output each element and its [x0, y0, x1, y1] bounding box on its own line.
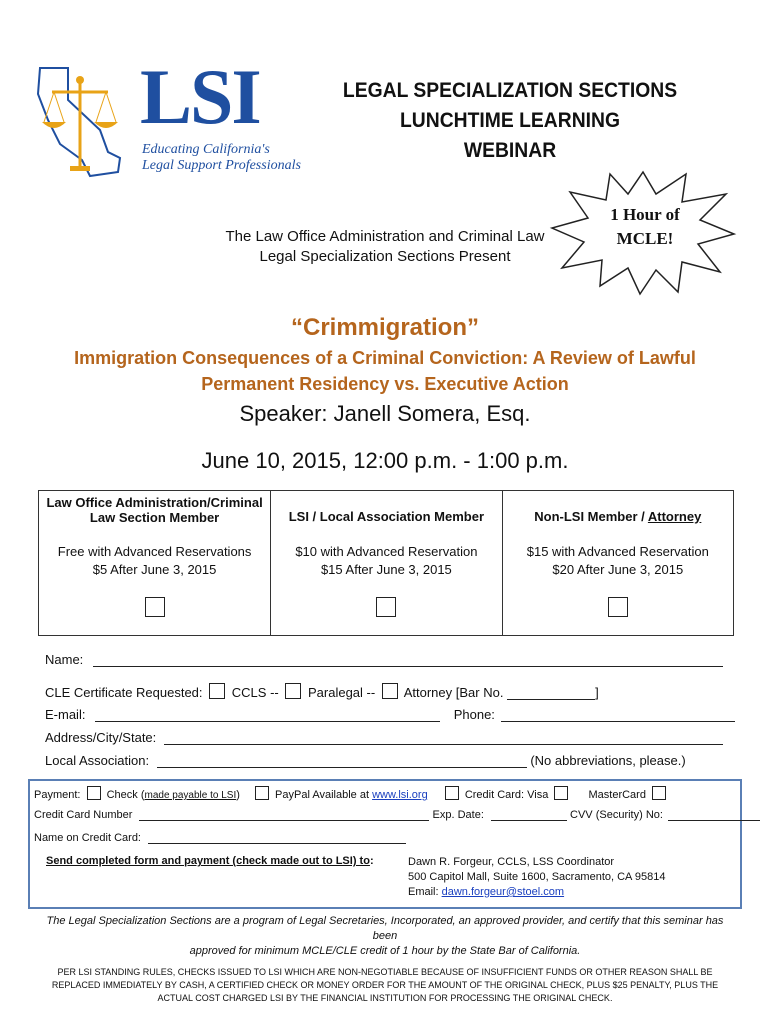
speaker: Speaker: Janell Somera, Esq.: [239, 401, 531, 426]
visa-checkbox[interactable]: [445, 786, 459, 800]
payment-row: Payment: Check (made payable to LSI) PayPal Available at www.lsi.org Credit Card: Visa MasterCard: [34, 786, 669, 801]
event-title: “Crimmigration”: [290, 314, 479, 341]
fee-price: $15 with Advanced Reservation $20 After June 3, 2015: [526, 544, 709, 577]
header-line-3: WEBINAR: [463, 139, 557, 162]
address-field[interactable]: [164, 744, 723, 745]
mastercard-checkbox[interactable]: [652, 786, 666, 800]
header-line-1: LEGAL SPECIALIZATION SECTIONS: [342, 79, 678, 102]
member-checkbox[interactable]: [145, 597, 165, 617]
name-on-card-row: [34, 832, 406, 844]
card-number-row: [34, 809, 760, 821]
fee-column: [39, 491, 271, 636]
local-association-row: [45, 753, 686, 768]
event-date: June 10, 2015, 12:00 p.m. - 1:00 p.m.: [201, 448, 569, 473]
fee-column: [271, 491, 502, 636]
visa-box[interactable]: [554, 786, 568, 800]
ccls-checkbox[interactable]: [209, 683, 225, 699]
email-label: E-mail:: [45, 707, 86, 722]
disclaimer: The Legal Specialization Sections are a program of Legal Secretaries, Incorporated, an approved provider, and certify that this seminar has been approved for minimum MCLE/CLE credit of 1 hour by the State Bar of California.: [46, 915, 724, 957]
event-subtitle-1: Immigration Consequences of a Criminal Conviction: A Review of Lawful: [74, 348, 696, 368]
check-checkbox[interactable]: [87, 786, 101, 800]
cvv-label: CVV (Security) No:: [570, 809, 663, 821]
attorney-label: Attorney [Bar No.: [403, 685, 504, 700]
fee-column: [502, 491, 733, 636]
email-phone-row: [45, 707, 735, 722]
name-label: Name:: [45, 652, 84, 667]
presenters-line-1: The Law Office Administration and Criminal Law: [225, 228, 545, 245]
fee-price: Free with Advanced Reservations $5 After June 3, 2015: [57, 544, 252, 577]
payment-label: Payment:: [34, 789, 81, 801]
name-on-card-field[interactable]: [148, 843, 406, 844]
email-field[interactable]: [95, 721, 440, 722]
exp-label: Exp. Date:: [432, 809, 484, 821]
fee-price: $10 with Advanced Reservation $15 After June 3, 2015: [295, 544, 478, 577]
ccls-label: CCLS --: [231, 685, 279, 700]
attorney-checkbox[interactable]: [382, 683, 398, 699]
card-number-field[interactable]: [139, 820, 429, 821]
name-on-card-label: Name on Credit Card:: [34, 832, 141, 844]
exp-date-field[interactable]: [491, 820, 567, 821]
address-label: Address/City/State:: [45, 730, 157, 745]
address-row: [45, 730, 723, 745]
contact-email-row: Email: dawn.forgeur@stoel.com: [408, 886, 565, 898]
lsi-member-checkbox[interactable]: [376, 597, 396, 617]
standing-rules-notice: PER LSI STANDING RULES, CHECKS ISSUED TO LSI WHICH ARE NON-NEGOTIABLE BECAUSE OF INSUFFICIENT FUNDS OR OTHER REASON SHALL BE REPLACED IMMEDIATELY BY CASH, A CERTIFIED CHECK OR MONEY ORDER FOR THE AMOUNT OF THE ORIGINAL CHECK, PLUS $25 PENALTY, PLUS THE ACTUAL COST CHARGED LSI BY THE FINANCIAL INSTITUTION FOR PROCESSING THE ORIGINAL CHECK.: [51, 967, 719, 1003]
local-association-label: Local Association:: [45, 753, 150, 768]
presenters-line-2: Legal Specialization Sections Present: [259, 248, 511, 265]
local-association-field[interactable]: [157, 767, 527, 768]
header-line-2: LUNCHTIME LEARNING: [399, 109, 621, 132]
paralegal-label: Paralegal --: [307, 685, 376, 700]
contact-name: Dawn R. Forgeur, CCLS, LSS Coordinator: [408, 856, 615, 868]
cle-label: CLE Certificate Requested:: [45, 685, 203, 700]
cle-row: CLE Certificate Requested: CCLS -- Paralegal -- Attorney [Bar No. ]: [45, 685, 599, 700]
fee-header: Non-LSI Member / Attorney: [534, 509, 702, 524]
phone-field[interactable]: [501, 721, 735, 722]
contact-address: 500 Capitol Mall, Suite 1600, Sacramento, CA 95814: [408, 871, 666, 883]
name-row: [45, 652, 723, 667]
logo-tagline: Educating California's Legal Support Professionals: [142, 142, 301, 173]
non-member-checkbox[interactable]: [608, 597, 628, 617]
mcle-callout: 1 Hour of MCLE!: [610, 205, 680, 248]
contact-email-link[interactable]: dawn.forgeur@stoel.com: [441, 886, 565, 898]
bar-number-field[interactable]: [507, 699, 595, 700]
event-subtitle-2: Permanent Residency vs. Executive Action: [201, 374, 569, 394]
fee-header: Law Office Administration/Criminal Law Section Member: [46, 495, 263, 525]
paypal-checkbox[interactable]: [255, 786, 269, 800]
card-number-label: Credit Card Number: [34, 809, 133, 821]
cvv-field[interactable]: [668, 820, 760, 821]
contact-block: [408, 855, 665, 900]
name-field[interactable]: [93, 666, 723, 667]
lsi-website-link[interactable]: www.lsi.org: [372, 789, 428, 801]
phone-label: Phone:: [453, 707, 495, 722]
check-payable: made payable to LSI: [144, 790, 237, 801]
paralegal-checkbox[interactable]: [285, 683, 301, 699]
lsi-logo-icon: [30, 60, 140, 185]
logo-text: LSI: [140, 53, 260, 140]
fee-table: [38, 490, 734, 636]
no-abbreviations-note: (No abbreviations, please.): [530, 753, 686, 768]
send-instructions: Send completed form and payment (check made out to LSI) to:: [46, 855, 374, 867]
fee-header: LSI / Local Association Member: [288, 509, 485, 524]
